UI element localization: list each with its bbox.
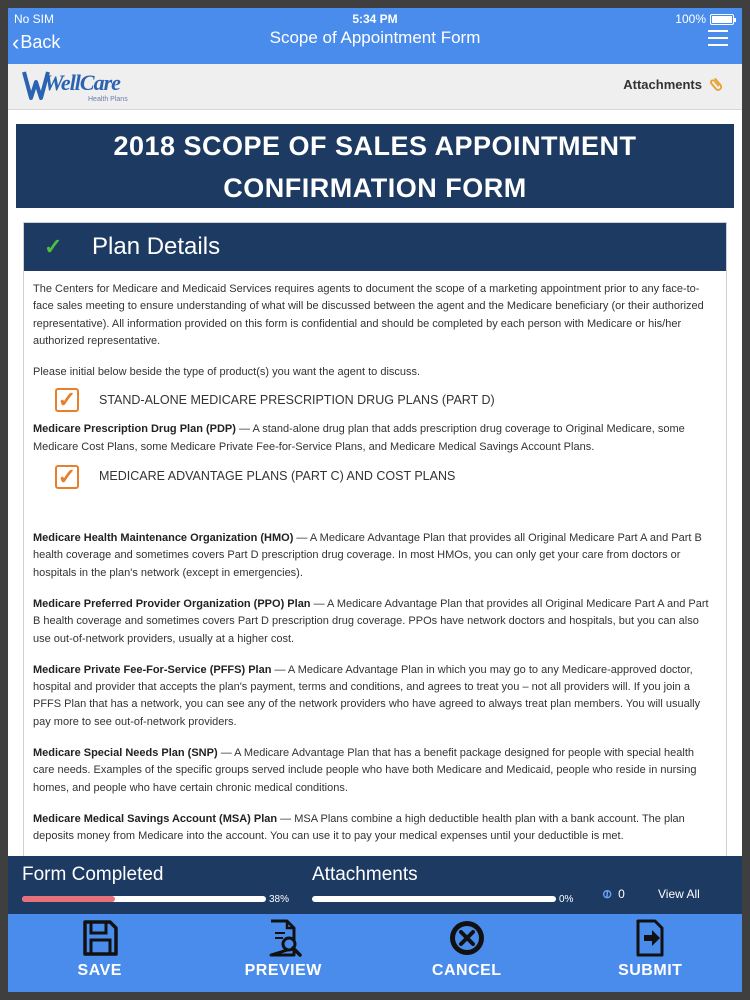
preview-button[interactable] bbox=[192, 914, 376, 992]
part-d-checkbox[interactable] bbox=[55, 388, 79, 412]
option-part-d bbox=[55, 385, 718, 415]
form-percent: 38% bbox=[269, 894, 290, 905]
back-label: Back bbox=[20, 32, 61, 52]
definition-term: Medicare Special Needs Plan (SNP) bbox=[33, 747, 218, 760]
save-button[interactable] bbox=[8, 914, 192, 992]
definition-text: — A Medicare Advantage Plan that provides all Original Medicare Part A and Part B health coverage and sometimes covers Part D prescription drug coverage. In most HMOs, you can only get your care from doctors or hospitals in the plan's network (except in emergencies). bbox=[33, 532, 702, 579]
part-c-checkbox[interactable] bbox=[55, 465, 79, 489]
action-bar bbox=[8, 914, 742, 992]
submit-button[interactable] bbox=[559, 914, 743, 992]
definition-item bbox=[33, 530, 718, 582]
battery-percent: 100% bbox=[675, 12, 706, 26]
plan-details-body bbox=[24, 271, 726, 856]
top-navigation-bar bbox=[8, 8, 742, 64]
definition-item bbox=[33, 745, 718, 797]
submit-label: SUBMIT bbox=[618, 962, 683, 979]
intro-paragraph: The Centers for Medicare and Medicaid Services requires agents to document the scope of a marketing appointment prior to any face-to-face sales meeting to ensure understanding of what will be discussed between the agent and the Medicare beneficiary (or their authorized representative). All information provided on this form is confidential and should be completed by each person with Medicare or his/her authorized representative. bbox=[33, 283, 704, 347]
check-icon: ✓ bbox=[57, 464, 77, 490]
part-c-label: MEDICARE ADVANTAGE PLANS (PART C) AND COST PLANS bbox=[99, 469, 456, 484]
page-title: Scope of Appointment Form bbox=[269, 28, 481, 47]
form-content[interactable] bbox=[8, 110, 742, 856]
instruction-text: Please initial below beside the type of product(s) you want the agent to discuss. bbox=[33, 366, 421, 379]
plan-details-header[interactable] bbox=[24, 223, 726, 271]
attachment-count bbox=[598, 885, 625, 903]
submit-icon bbox=[630, 918, 670, 958]
definition-text: — A Medicare Advantage Plan that provides all Original Medicare Part A and Part B health coverage and sometimes covers Part D prescription drug coverage. PPOs have network doctors and hospitals, but you can also use out-of-network providers, usually at a higher cost. bbox=[33, 597, 709, 645]
section-title: Plan Details bbox=[92, 233, 221, 260]
checkmark-icon: ✓ bbox=[44, 234, 63, 259]
paperclip-icon: ⊘ bbox=[598, 885, 616, 903]
form-completed-label: Form Completed bbox=[22, 864, 164, 885]
cancel-button[interactable] bbox=[375, 914, 559, 992]
attachment-count-value: 0 bbox=[618, 887, 625, 901]
attachments-progress-label: Attachments bbox=[312, 864, 418, 885]
definition-term: Medicare Prescription Drug Plan (PDP) bbox=[33, 423, 236, 436]
battery-status bbox=[675, 12, 734, 26]
definition-text: — A stand-alone drug plan that adds prescription drug coverage to Original Medicare, some Medicare Cost Plans, some Medicare Private Fee-for-Service Plans, and Medicare Medical Savings Account Plans. bbox=[33, 423, 685, 453]
definition-term: Medicare Health Maintenance Organization (HMO) bbox=[33, 532, 294, 545]
form-title-banner bbox=[16, 124, 734, 208]
definition-text: — A Medicare Advantage Plan in which you may go to any Medicare-approved doctor, hospital and provider that accepts the plan's payment, terms and conditions, and agrees to treat you – not all providers will. If you join a PFFS Plan that has a network, you can see any of the network providers who have agreed to always treat plan members. You will usually pay more to see out-of-network providers. bbox=[33, 663, 701, 728]
definition-term: Medicare Preferred Provider Organization (PPO) Plan bbox=[33, 597, 311, 610]
definition-item bbox=[33, 662, 718, 731]
attachments-percent: 0% bbox=[559, 894, 574, 905]
chevron-left-icon: ‹ bbox=[12, 29, 20, 55]
form-title-line2: CONFIRMATION FORM bbox=[223, 173, 527, 203]
clock: 5:34 PM bbox=[352, 12, 398, 26]
cancel-icon bbox=[447, 918, 487, 958]
carrier-status: No SIM bbox=[14, 12, 55, 26]
form-progress-fill bbox=[22, 896, 115, 902]
definition-term: Medicare Medical Savings Account (MSA) Plan bbox=[33, 812, 278, 825]
logo-text: WellCare bbox=[44, 70, 120, 95]
progress-bar-panel bbox=[8, 856, 742, 914]
option-part-c bbox=[55, 462, 718, 492]
pdp-definition bbox=[33, 421, 718, 456]
preview-icon bbox=[263, 918, 303, 958]
form-progress-track bbox=[22, 896, 266, 902]
form-title-line1: 2018 SCOPE OF SALES APPOINTMENT bbox=[113, 131, 637, 161]
battery-icon bbox=[710, 14, 734, 25]
hamburger-menu-icon[interactable] bbox=[708, 30, 728, 46]
definition-text: — MSA Plans combine a high deductible health plan with a bank account. The plan deposits money from Medicare into the account. You can use it to pay your medical expenses until your deductible is met. bbox=[33, 812, 685, 843]
attachments-progress-track bbox=[312, 896, 556, 902]
cancel-label: CANCEL bbox=[431, 962, 502, 979]
paperclip-icon bbox=[706, 73, 727, 94]
save-label: SAVE bbox=[77, 962, 122, 979]
definition-text: — A Medicare Advantage Plan that has a benefit package designed for people with special health care needs. Examples of the specific groups served include people who have both Medicare and Medicaid, people who reside in nursing homes, and people who have certain chronic medical conditions. bbox=[33, 747, 697, 794]
definition-term: Medicare Private Fee-For-Service (PFFS) Plan bbox=[33, 663, 272, 676]
definition-item bbox=[33, 596, 718, 648]
preview-label: PREVIEW bbox=[244, 962, 322, 979]
wellcare-logo bbox=[22, 68, 132, 108]
check-icon: ✓ bbox=[57, 387, 77, 413]
view-all-link[interactable]: View All bbox=[658, 887, 700, 901]
plan-details-section bbox=[23, 222, 727, 856]
logo-subtext: Health Plans bbox=[88, 96, 128, 103]
part-d-label: STAND-ALONE MEDICARE PRESCRIPTION DRUG PLANS (PART D) bbox=[99, 392, 495, 407]
attachments-link[interactable] bbox=[623, 76, 724, 92]
attachments-label: Attachments bbox=[623, 76, 702, 92]
app-header bbox=[8, 64, 742, 110]
definition-item bbox=[33, 811, 718, 846]
save-icon bbox=[80, 918, 120, 958]
